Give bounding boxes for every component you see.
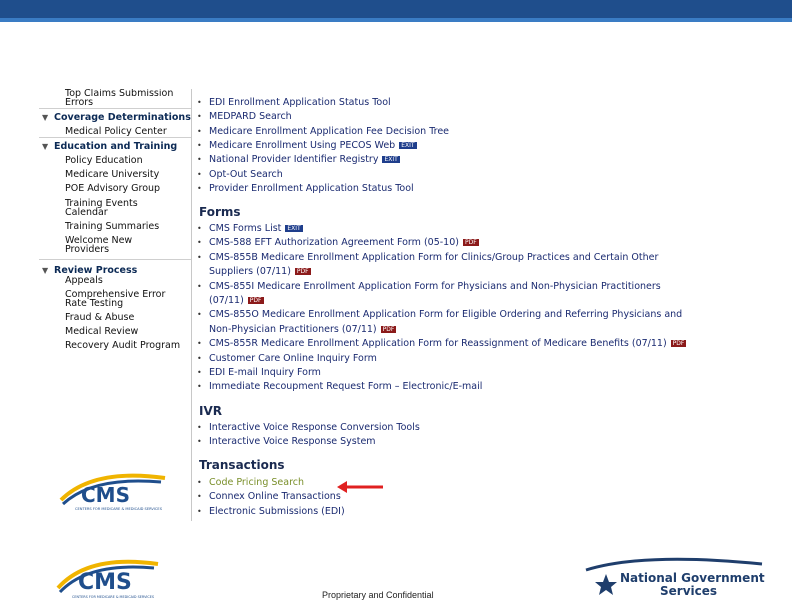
sidebar-item[interactable] bbox=[39, 236, 191, 245]
link-text[interactable]: (07/11) bbox=[209, 295, 244, 306]
resource-link[interactable] bbox=[197, 97, 391, 108]
link-text[interactable]: Interactive Voice Response System bbox=[209, 436, 376, 448]
sidebar-item-label: Education and Training bbox=[54, 141, 178, 152]
sidebar-item-label: Medical Review bbox=[65, 326, 139, 337]
link-text[interactable]: CMS-855I Medicare Enrollment Application Form for Physicians and Non-Physician Practitioners bbox=[209, 280, 661, 292]
resource-link[interactable] bbox=[197, 237, 479, 249]
resource-link[interactable] bbox=[197, 139, 417, 151]
sidebar-item[interactable] bbox=[39, 313, 191, 322]
link-text[interactable]: Immediate Recoupment Request Form – Electronic/E-mail bbox=[209, 381, 483, 393]
sidebar-item[interactable] bbox=[39, 184, 191, 193]
link-text[interactable]: Opt-Out Search bbox=[209, 168, 283, 180]
sidebar-item[interactable] bbox=[39, 208, 191, 217]
pdf-icon: PDF bbox=[249, 297, 262, 304]
ngs-logo bbox=[584, 556, 766, 600]
resource-link[interactable] bbox=[197, 491, 341, 503]
bullet-icon: • bbox=[197, 252, 202, 262]
link-text[interactable]: Connex Online Transactions bbox=[209, 491, 341, 503]
bullet-icon: • bbox=[197, 183, 202, 193]
sidebar-category[interactable] bbox=[39, 142, 191, 151]
sidebar-item[interactable] bbox=[39, 170, 191, 179]
cms-logo-footer-tagline: CENTERS FOR MEDICARE & MEDICAID SERVICES bbox=[72, 595, 155, 599]
link-text[interactable]: Provider Enrollment Application Status Tool bbox=[209, 182, 414, 194]
sidebar-item-label: Providers bbox=[65, 244, 110, 255]
collapse-triangle-icon[interactable]: ▼ bbox=[42, 113, 49, 122]
bullet-icon: • bbox=[197, 353, 202, 363]
sidebar-item[interactable] bbox=[39, 276, 191, 285]
bullet-icon: • bbox=[197, 382, 202, 392]
sidebar-divider bbox=[39, 259, 191, 260]
pdf-icon: PDF bbox=[296, 268, 309, 276]
ngs-logo-line2: Services bbox=[660, 584, 718, 598]
section-heading-forms: Forms bbox=[199, 205, 241, 219]
slide-top-bar bbox=[0, 0, 792, 18]
section-heading-ivr: IVR bbox=[199, 404, 222, 418]
bullet-icon: • bbox=[197, 437, 202, 447]
link-text[interactable]: Non-Physician Practitioners (07/11) bbox=[209, 323, 377, 335]
pdf-icon: PDF bbox=[382, 325, 395, 333]
star-icon bbox=[595, 574, 617, 595]
sidebar-item[interactable] bbox=[39, 98, 191, 107]
resource-link[interactable] bbox=[197, 182, 414, 194]
link-continuation[interactable] bbox=[209, 295, 264, 306]
sidebar-item[interactable] bbox=[39, 222, 191, 231]
sidebar-item[interactable] bbox=[39, 127, 191, 136]
sidebar-item-label: Calendar bbox=[65, 207, 108, 218]
bullet-icon: • bbox=[197, 169, 202, 179]
link-text[interactable]: MEDPARD Search bbox=[209, 111, 292, 123]
left-navigation bbox=[39, 89, 192, 521]
resource-link[interactable] bbox=[197, 381, 483, 393]
resource-link[interactable] bbox=[197, 223, 303, 234]
sidebar-category[interactable] bbox=[39, 266, 191, 275]
sidebar-item[interactable] bbox=[39, 156, 191, 165]
collapse-triangle-icon[interactable]: ▼ bbox=[42, 142, 49, 151]
sidebar-item[interactable] bbox=[39, 245, 191, 254]
resource-link[interactable] bbox=[197, 367, 321, 378]
website-screenshot bbox=[39, 89, 753, 521]
collapse-triangle-icon[interactable]: ▼ bbox=[42, 266, 49, 275]
sidebar-divider bbox=[39, 137, 191, 138]
resource-link[interactable] bbox=[197, 280, 661, 292]
bullet-icon: • bbox=[197, 140, 202, 150]
main-content bbox=[197, 89, 753, 521]
resource-link[interactable] bbox=[197, 154, 400, 166]
link-continuation[interactable] bbox=[209, 266, 311, 277]
bullet-icon: • bbox=[197, 112, 202, 122]
sidebar-item-label: Review Process bbox=[54, 265, 138, 276]
resource-link[interactable] bbox=[197, 422, 420, 433]
sidebar-item-label: Coverage Determinations bbox=[54, 112, 191, 123]
sidebar-category[interactable] bbox=[39, 113, 191, 122]
bullet-icon: • bbox=[197, 478, 202, 487]
bullet-icon: • bbox=[197, 224, 202, 233]
link-text[interactable]: Medicare Enrollment Application Fee Decision Tree bbox=[209, 125, 450, 137]
resource-link[interactable] bbox=[197, 168, 283, 180]
link-text[interactable]: Code Pricing Search bbox=[209, 477, 305, 488]
ngs-logo-line1: National Government bbox=[620, 571, 765, 585]
sidebar-item-label: Rate Testing bbox=[65, 298, 124, 309]
link-text[interactable]: EDI Enrollment Application Status Tool bbox=[209, 97, 391, 108]
pdf-icon: PDF bbox=[672, 340, 685, 348]
resource-link[interactable] bbox=[197, 338, 686, 350]
bullet-icon: • bbox=[197, 126, 202, 136]
link-text[interactable]: Customer Care Online Inquiry Form bbox=[209, 352, 377, 364]
sidebar-item-label: Recovery Audit Program bbox=[65, 340, 181, 351]
link-text[interactable]: Electronic Submissions (EDI) bbox=[209, 505, 345, 517]
sidebar-item-label: Errors bbox=[65, 97, 94, 108]
bullet-icon: • bbox=[197, 155, 202, 165]
link-text[interactable]: EDI E-mail Inquiry Form bbox=[209, 367, 321, 378]
exit-icon: EXIT bbox=[401, 141, 415, 149]
bullet-icon: • bbox=[197, 281, 202, 291]
sidebar-item-label: Medicare University bbox=[65, 169, 160, 180]
sidebar-item[interactable] bbox=[39, 299, 191, 308]
resource-link[interactable] bbox=[197, 477, 305, 488]
section-heading-transactions: Transactions bbox=[199, 458, 285, 472]
resource-link[interactable] bbox=[197, 251, 659, 263]
resource-link[interactable] bbox=[197, 125, 450, 137]
link-text[interactable]: Suppliers (07/11) bbox=[209, 266, 291, 278]
cms-logo-footer-text: CMS bbox=[78, 570, 132, 595]
resource-link[interactable] bbox=[197, 309, 683, 321]
bullet-icon: • bbox=[197, 238, 202, 248]
slide-top-accent-line bbox=[0, 18, 792, 22]
sidebar-item[interactable] bbox=[39, 327, 191, 336]
link-text[interactable]: Medicare Enrollment Using PECOS Web bbox=[209, 139, 396, 151]
sidebar-divider bbox=[39, 108, 191, 109]
sidebar-item-label: Medical Policy Center bbox=[65, 126, 167, 137]
sidebar-item-label: Training Summaries bbox=[65, 221, 160, 232]
bullet-icon: • bbox=[197, 492, 202, 502]
sidebar-item-label: Comprehensive Error bbox=[65, 289, 166, 300]
bullet-icon: • bbox=[197, 310, 202, 320]
cms-logo-small-text: CMS bbox=[81, 483, 130, 507]
cms-logo-small-tagline: CENTERS FOR MEDICARE & MEDICAID SERVICES bbox=[75, 507, 162, 511]
red-arrow-pointer bbox=[337, 481, 383, 493]
sidebar-item-label: Training Events bbox=[65, 198, 138, 209]
link-continuation[interactable] bbox=[209, 324, 396, 335]
link-text[interactable]: CMS-855R Medicare Enrollment Application Form for Reassignment of Medicare Benefits (07/11) bbox=[209, 338, 667, 350]
link-text[interactable]: CMS-855B Medicare Enrollment Application Form for Clinics/Group Practices and Certain Other bbox=[209, 251, 659, 263]
link-text[interactable]: CMS Forms List bbox=[209, 223, 282, 234]
exit-icon: EXIT bbox=[384, 156, 398, 164]
link-text[interactable]: CMS-588 EFT Authorization Agreement Form (05-10) bbox=[209, 237, 459, 249]
link-text[interactable]: National Provider Identifier Registry bbox=[209, 154, 379, 166]
bullet-icon: • bbox=[197, 423, 202, 432]
sidebar-item[interactable] bbox=[39, 199, 191, 208]
bullet-icon: • bbox=[197, 506, 202, 516]
cms-logo-footer bbox=[54, 556, 174, 600]
sidebar-item-label: Top Claims Submission bbox=[65, 89, 174, 99]
sidebar-item-label: Welcome New bbox=[65, 235, 133, 246]
bullet-icon: • bbox=[197, 368, 202, 377]
cms-logo-small bbox=[53, 470, 193, 512]
resource-link[interactable] bbox=[197, 505, 345, 517]
exit-icon: EXIT bbox=[287, 225, 301, 232]
sidebar-item-label: Appeals bbox=[65, 275, 103, 286]
bullet-icon: • bbox=[197, 339, 202, 349]
sidebar-item[interactable] bbox=[39, 89, 191, 98]
sidebar-item-label: Fraud & Abuse bbox=[65, 312, 135, 323]
sidebar-item[interactable] bbox=[39, 341, 191, 350]
sidebar-item-label: POE Advisory Group bbox=[65, 183, 161, 194]
footer-confidential-text: Proprietary and Confidential bbox=[322, 590, 434, 600]
resource-link[interactable] bbox=[197, 111, 292, 123]
resource-link[interactable] bbox=[197, 352, 377, 364]
pdf-icon: PDF bbox=[464, 239, 477, 247]
resource-link[interactable] bbox=[197, 436, 376, 448]
bullet-icon: • bbox=[197, 98, 202, 107]
sidebar-item-label: Policy Education bbox=[65, 155, 143, 166]
link-text[interactable]: Interactive Voice Response Conversion Tools bbox=[209, 422, 420, 433]
link-text[interactable]: CMS-855O Medicare Enrollment Application Form for Eligible Ordering and Referring Physicians and bbox=[209, 309, 683, 321]
